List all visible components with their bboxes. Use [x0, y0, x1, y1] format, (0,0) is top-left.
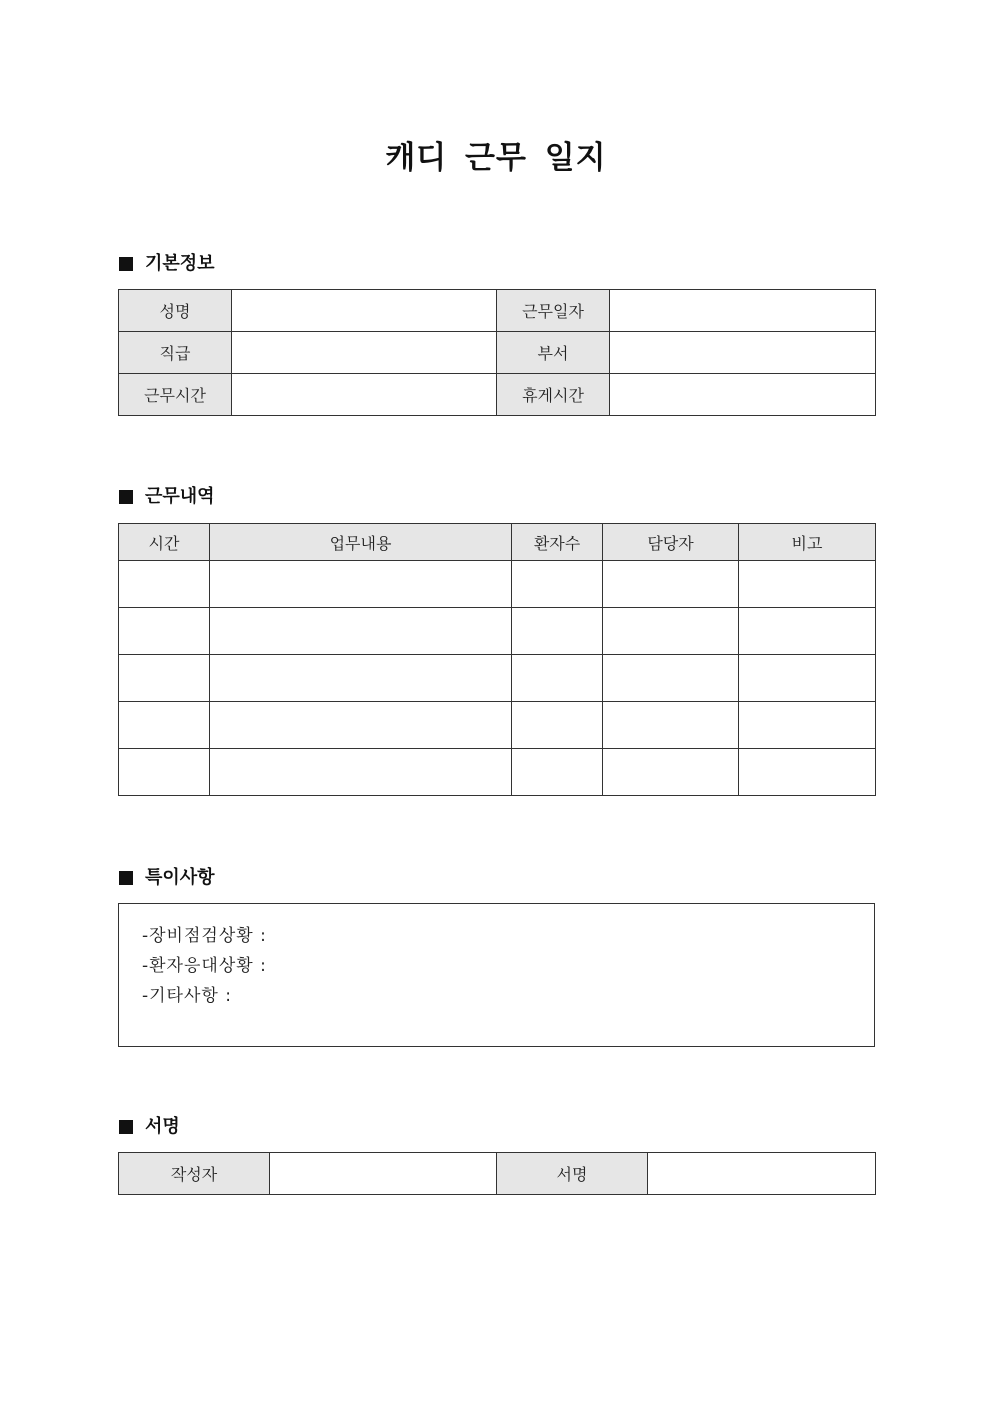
remarks-cell[interactable] — [739, 561, 876, 608]
work-hours-label: 근무시간 — [119, 374, 232, 416]
basic-info-table — [118, 289, 876, 416]
patients-cell[interactable] — [512, 608, 603, 655]
position-field[interactable] — [232, 332, 497, 374]
table-row — [119, 290, 876, 332]
name-label: 성명 — [119, 290, 232, 332]
task-cell[interactable] — [210, 702, 512, 749]
column-header-patients: 환자수 — [512, 524, 603, 561]
task-cell[interactable] — [210, 608, 512, 655]
notes-item-other: -기타사항 : — [142, 986, 232, 1006]
patients-cell[interactable] — [512, 702, 603, 749]
position-label: 직급 — [119, 332, 232, 374]
work-date-label: 근무일자 — [497, 290, 610, 332]
square-bullet-icon — [119, 257, 133, 271]
name-field[interactable] — [232, 290, 497, 332]
work-hours-field[interactable] — [232, 374, 497, 416]
department-label: 부서 — [497, 332, 610, 374]
column-header-task: 업무내용 — [210, 524, 512, 561]
page-title: 캐디 근무 일지 — [385, 140, 607, 176]
square-bullet-icon — [119, 871, 133, 885]
signature-label: 서명 — [497, 1153, 648, 1195]
patients-cell[interactable] — [512, 655, 603, 702]
remarks-cell[interactable] — [739, 608, 876, 655]
work-details-table — [118, 523, 876, 796]
section-heading-label: 근무내역 — [145, 486, 215, 507]
section-heading-notes — [119, 866, 215, 890]
section-heading-label: 서명 — [145, 1116, 180, 1137]
notes-list — [142, 921, 267, 1011]
table-row — [119, 561, 876, 608]
assignee-cell[interactable] — [603, 702, 739, 749]
square-bullet-icon — [119, 1120, 133, 1134]
break-time-label: 휴게시간 — [497, 374, 610, 416]
section-heading-signature — [119, 1115, 180, 1139]
table-row — [119, 608, 876, 655]
table-row — [119, 332, 876, 374]
task-cell[interactable] — [210, 749, 512, 796]
time-cell[interactable] — [119, 608, 210, 655]
section-heading-work-details — [119, 485, 215, 509]
patients-cell[interactable] — [512, 561, 603, 608]
time-cell[interactable] — [119, 561, 210, 608]
remarks-cell[interactable] — [739, 702, 876, 749]
break-time-field[interactable] — [610, 374, 876, 416]
table-row — [119, 374, 876, 416]
section-heading-basic-info — [119, 252, 215, 276]
signature-field[interactable] — [648, 1153, 876, 1195]
section-heading-label: 기본정보 — [145, 253, 215, 274]
signature-table — [118, 1152, 876, 1195]
time-cell[interactable] — [119, 702, 210, 749]
table-header-row — [119, 524, 876, 561]
task-cell[interactable] — [210, 655, 512, 702]
column-header-time: 시간 — [119, 524, 210, 561]
author-field[interactable] — [270, 1153, 497, 1195]
table-row — [119, 702, 876, 749]
notes-item-patient-response: -환자응대상황 : — [142, 956, 267, 976]
square-bullet-icon — [119, 490, 133, 504]
assignee-cell[interactable] — [603, 749, 739, 796]
work-date-field[interactable] — [610, 290, 876, 332]
notes-box[interactable] — [118, 903, 875, 1047]
assignee-cell[interactable] — [603, 561, 739, 608]
assignee-cell[interactable] — [603, 655, 739, 702]
notes-item-equipment: -장비점검상황 : — [142, 926, 267, 946]
table-row — [119, 749, 876, 796]
remarks-cell[interactable] — [739, 749, 876, 796]
assignee-cell[interactable] — [603, 608, 739, 655]
table-row — [119, 1153, 876, 1195]
remarks-cell[interactable] — [739, 655, 876, 702]
department-field[interactable] — [610, 332, 876, 374]
author-label: 작성자 — [119, 1153, 270, 1195]
column-header-assignee: 담당자 — [603, 524, 739, 561]
section-heading-label: 특이사항 — [145, 867, 215, 888]
time-cell[interactable] — [119, 749, 210, 796]
task-cell[interactable] — [210, 561, 512, 608]
table-row — [119, 655, 876, 702]
patients-cell[interactable] — [512, 749, 603, 796]
column-header-remarks: 비고 — [739, 524, 876, 561]
time-cell[interactable] — [119, 655, 210, 702]
